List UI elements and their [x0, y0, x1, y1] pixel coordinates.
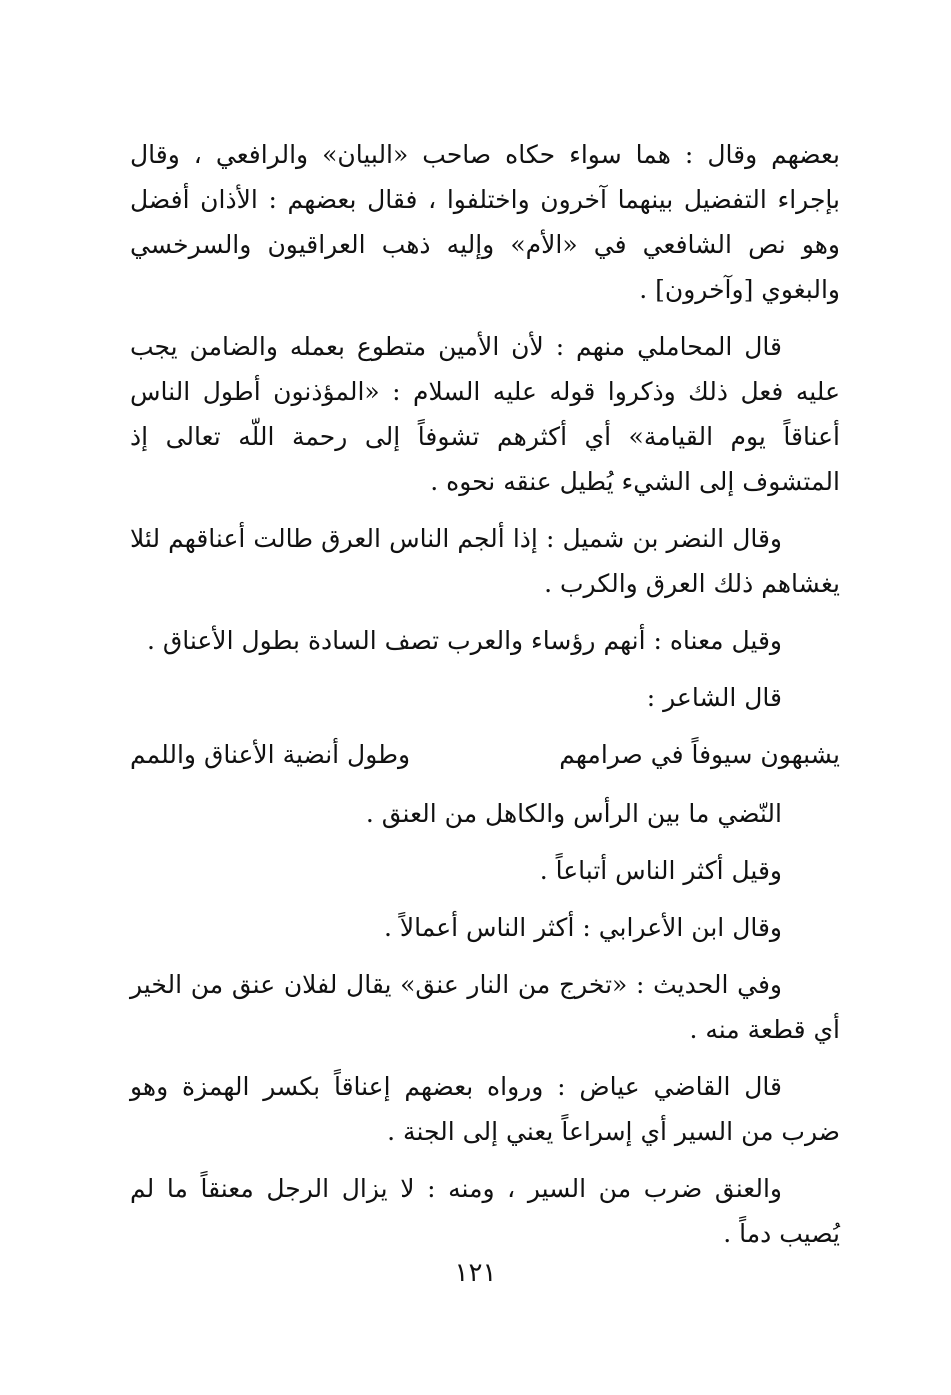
paragraph: وفي الحديث : «تخرج من النار عنق» يقال لفلان عنق من الخير أي قطعة منه .	[130, 970, 840, 1044]
body-text	[130, 132, 840, 1268]
paragraph: بعضهم وقال : هما سواء حكاه صاحب «البيان» والرافعي ، وقال بإجراء التفضيل بينهما آخرون واختلفوا ، فقال بعضهم : الأذان أفضل وهو نص الشافعي في «الأم» وإليه ذهب العراقيون والسرخسي والبغوي [وآخرون] .	[130, 140, 840, 304]
verse-second-hemistich: وطول أنضية الأعناق واللمم	[130, 740, 411, 769]
paragraph: وقال النضر بن شميل : إذا ألجم الناس العرق طالت أعناقهم لئلا يغشاهم ذلك العرق والكرب .	[130, 524, 840, 598]
paragraph: قال القاضي عياض : ورواه بعضهم إعناقاً بكسر الهمزة وهو ضرب من السير أي إسراعاً يعني إلى الجنة .	[130, 1072, 840, 1146]
paragraph: وقيل معناه : أنهم رؤساء والعرب تصف السادة بطول الأعناق .	[146, 626, 782, 655]
paragraph: وقيل أكثر الناس أتباعاً .	[539, 856, 782, 885]
paragraph: وقال ابن الأعرابي : أكثر الناس أعمالاً .	[383, 913, 782, 942]
paragraph: قال المحاملي منهم : لأن الأمين متطوع بعمله والضامن يجب عليه فعل ذلك وذكروا قوله عليه السلام : «المؤذنون أطول الناس أعناقاً يوم القيامة» أي أكثرهم تشوفاً إلى رحمة اللّه تعالى إذ المتشوف إلى الشيء يُطيل عنقه نحوه .	[130, 332, 840, 496]
paragraph: والعنق ضرب من السير ، ومنه : لا يزال الرجل معنقاً ما لم يُصيب دماً .	[130, 1174, 840, 1248]
page-number: ١٢١	[454, 1258, 497, 1288]
poem-verse	[130, 732, 840, 777]
verse-first-hemistich: يشبهون سيوفاً في صرامهم	[559, 740, 840, 769]
paragraph: النّضي ما بين الرأس والكاهل من العنق .	[365, 799, 782, 828]
poet-intro: قال الشاعر :	[646, 683, 782, 712]
